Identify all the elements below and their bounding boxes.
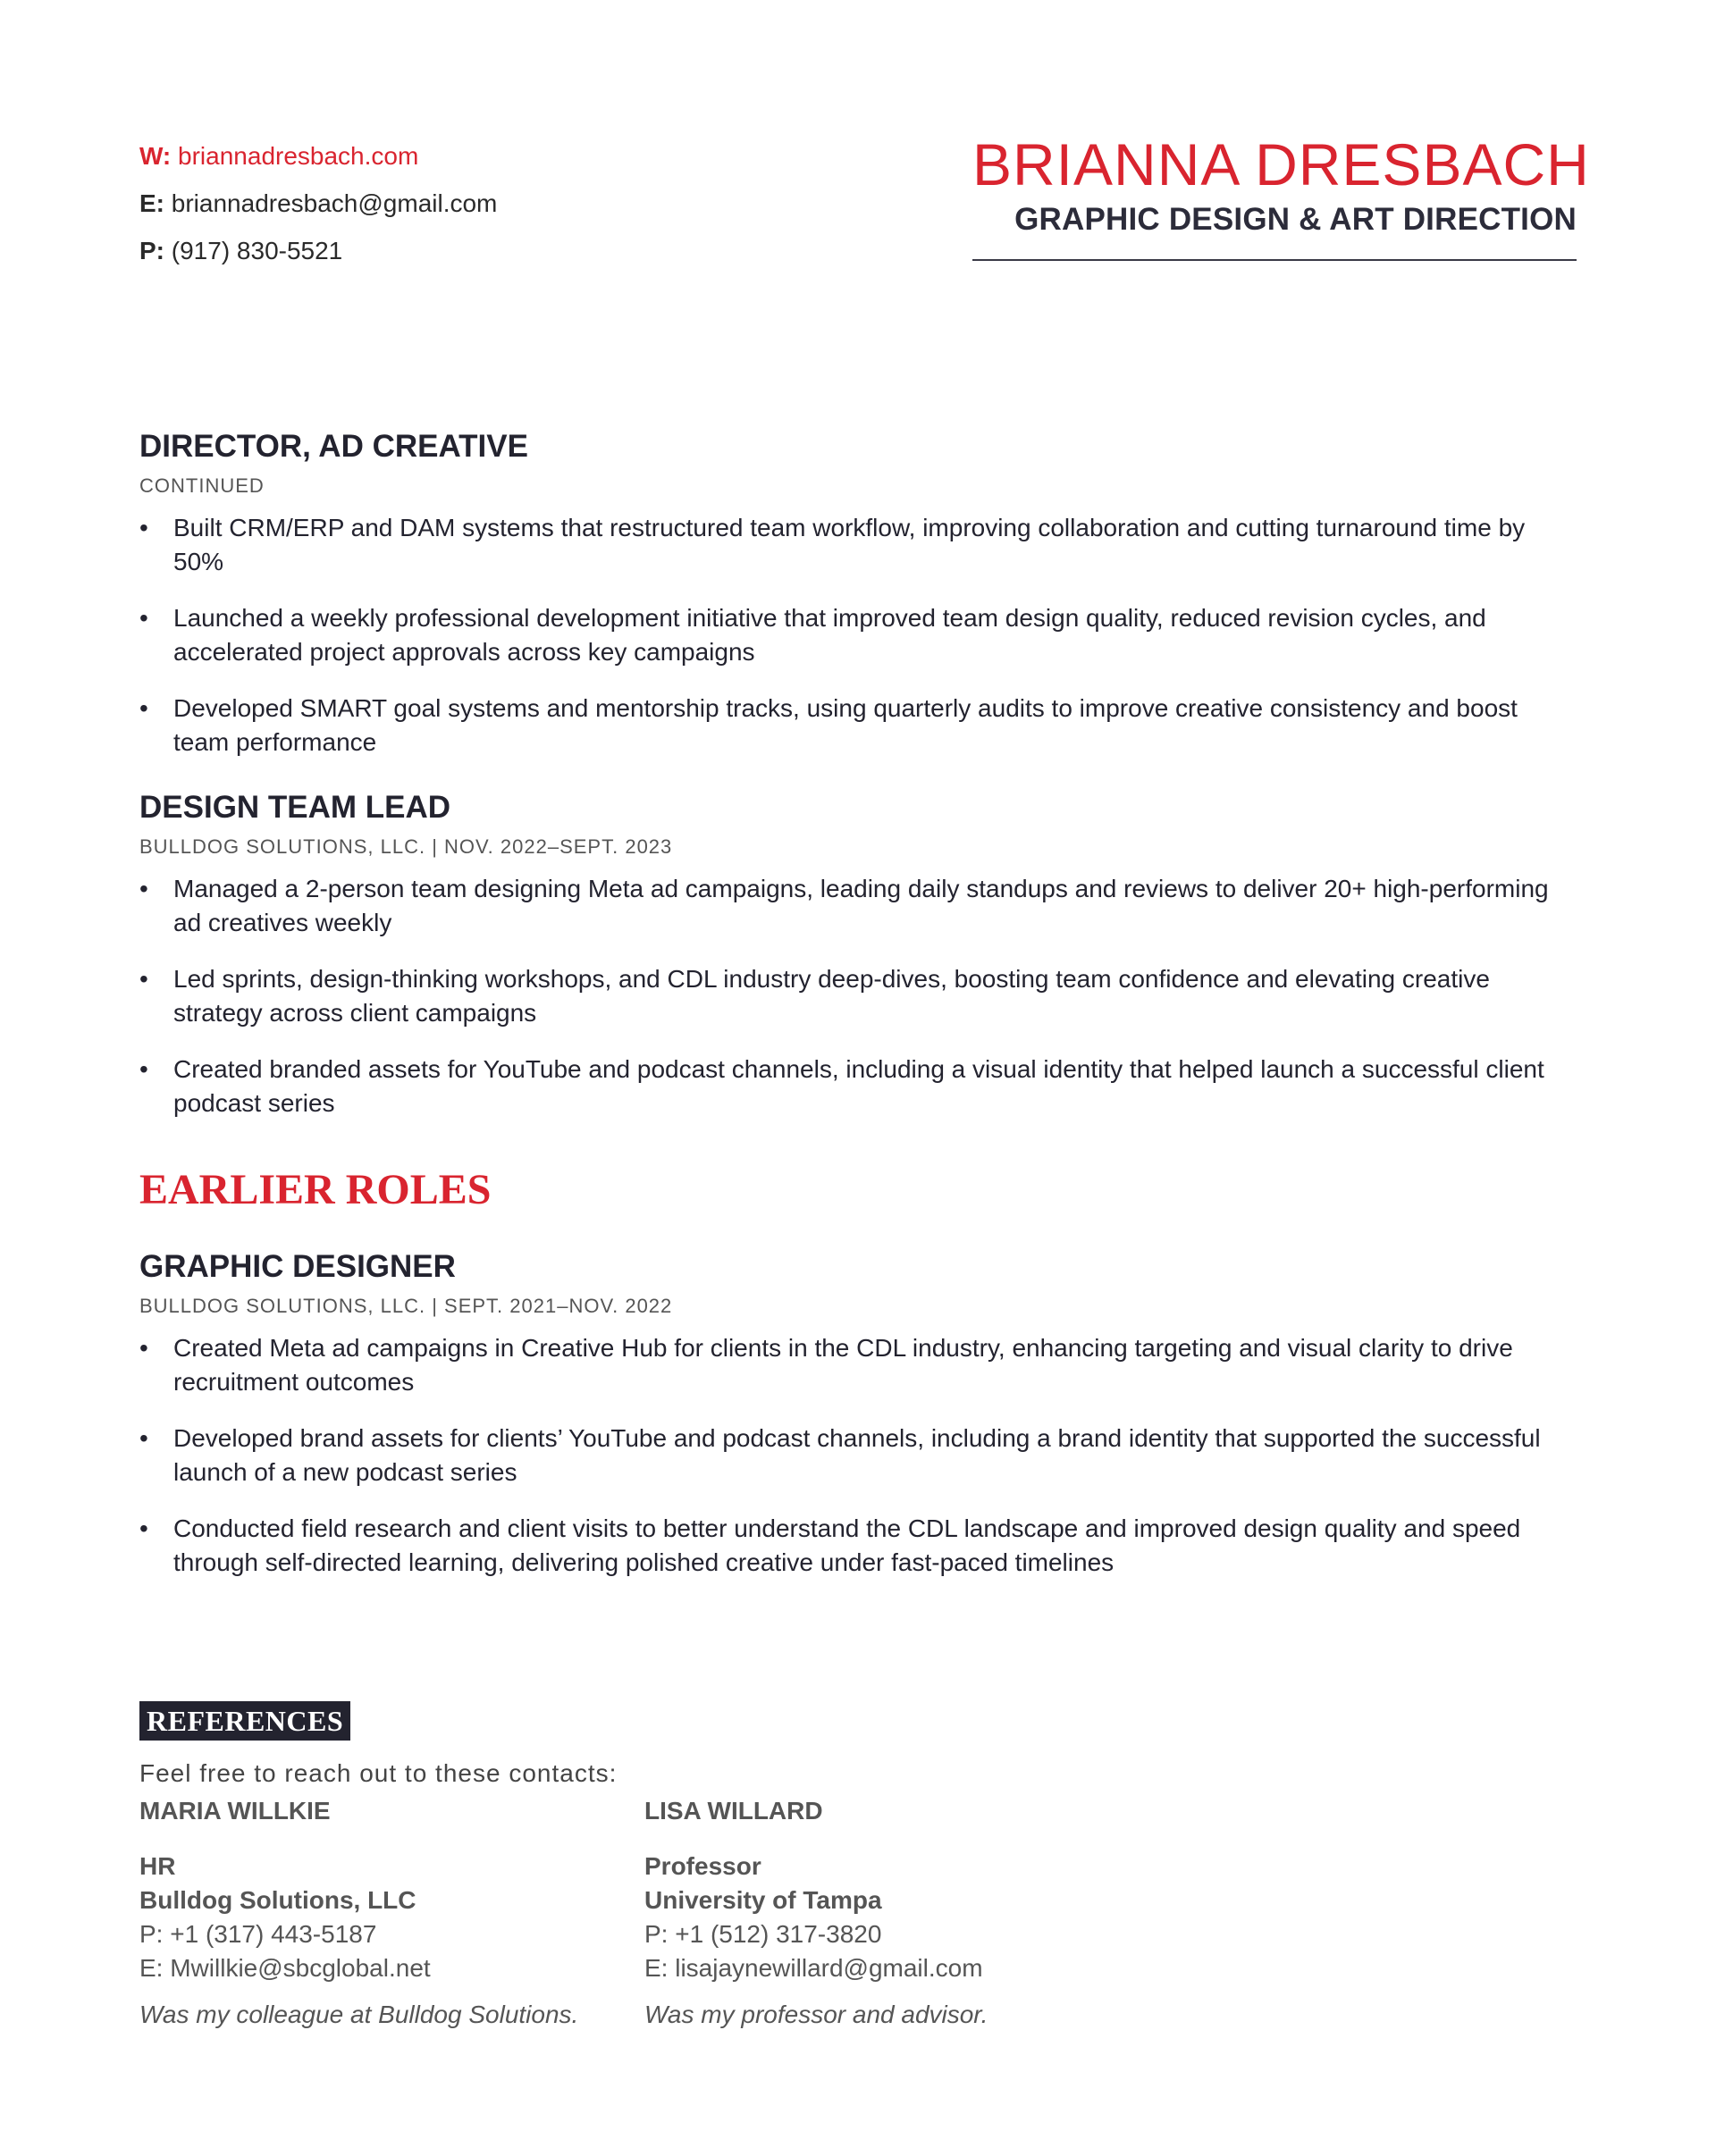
candidate-name: BRIANNA DRESBACH bbox=[972, 131, 1590, 197]
bullet-item: • Managed a 2-person team designing Meta ad campaigns, leading daily standups and reviews to deliver 20+ high-performing ad creatives weekly bbox=[139, 872, 1577, 940]
job-bullets bbox=[139, 872, 1577, 1120]
email-link[interactable]: briannadresbach@gmail.com bbox=[171, 189, 498, 217]
reference-card bbox=[139, 1794, 644, 2032]
job-meta: BULLDOG SOLUTIONS, LLC. | SEPT. 2021–NOV. 2022 bbox=[139, 1295, 673, 1317]
reference-card bbox=[644, 1794, 1149, 2032]
reference-role: Professor bbox=[644, 1852, 761, 1880]
job-title: DIRECTOR, AD CREATIVE bbox=[139, 429, 528, 464]
reference-org: University of Tampa bbox=[644, 1886, 882, 1914]
bullet-item: • Launched a weekly professional development initiative that improved team design quality, reduced revision cycles, and accelerated project approvals across key campaigns bbox=[139, 601, 1577, 669]
references-list bbox=[139, 1794, 1301, 2032]
bullet-item: • Developed SMART goal systems and mentorship tracks, using quarterly audits to improve creative consistency and boost team performance bbox=[139, 692, 1577, 759]
phone-number: (917) 830-5521 bbox=[171, 237, 343, 264]
reference-email[interactable]: E: lisajaynewillard@gmail.com bbox=[644, 1954, 983, 1982]
reference-role: HR bbox=[139, 1852, 176, 1880]
job-meta: CONTINUED bbox=[139, 474, 265, 497]
candidate-tagline: GRAPHIC DESIGN & ART DIRECTION bbox=[1014, 202, 1577, 237]
website-label: W: bbox=[139, 142, 172, 170]
bullet-item: • Built CRM/ERP and DAM systems that restructured team workflow, improving collaboration and cutting turnaround time by 50% bbox=[139, 511, 1577, 579]
reference-name: LISA WILLARD bbox=[644, 1797, 823, 1825]
experience-section bbox=[139, 427, 1577, 1608]
name-block bbox=[972, 131, 1590, 238]
contact-phone bbox=[139, 227, 497, 274]
reference-org: Bulldog Solutions, LLC bbox=[139, 1886, 416, 1914]
job-meta: BULLDOG SOLUTIONS, LLC. | NOV. 2022–SEPT. 2023 bbox=[139, 835, 673, 858]
contact-block bbox=[139, 132, 497, 274]
references-intro: Feel free to reach out to these contacts: bbox=[139, 1759, 618, 1787]
contact-email[interactable] bbox=[139, 180, 497, 227]
reference-phone: P: +1 (317) 443-5187 bbox=[139, 1920, 377, 1948]
bullet-item: • Led sprints, design-thinking workshops, and CDL industry deep-dives, boosting team confidence and elevating creative strategy across client campaigns bbox=[139, 962, 1577, 1030]
bullet-item: • Developed brand assets for clients’ YouTube and podcast channels, including a brand identity that supported the successful launch of a new podcast series bbox=[139, 1422, 1577, 1489]
contact-website[interactable] bbox=[139, 132, 497, 180]
reference-note: Was my colleague at Bulldog Solutions. bbox=[139, 2001, 579, 2028]
reference-name: MARIA WILLKIE bbox=[139, 1797, 331, 1825]
job-entry bbox=[139, 788, 1577, 1120]
earlier-roles-heading: EARLIER ROLES bbox=[139, 1166, 492, 1213]
website-link[interactable]: briannadresbach.com bbox=[178, 142, 419, 170]
bullet-item: • Created Meta ad campaigns in Creative Hub for clients in the CDL industry, enhancing targeting and visual clarity to drive recruitment outcomes bbox=[139, 1331, 1577, 1399]
job-entry bbox=[139, 1247, 1577, 1580]
job-entry bbox=[139, 427, 1577, 759]
bullet-item: • Conducted field research and client visits to better understand the CDL landscape and improved design quality and speed through self-directed learning, delivering polished creative under fast-paced timelines bbox=[139, 1512, 1577, 1580]
job-title: DESIGN TEAM LEAD bbox=[139, 790, 451, 825]
job-bullets bbox=[139, 511, 1577, 759]
email-label: E: bbox=[139, 189, 164, 217]
header-divider bbox=[972, 259, 1577, 261]
job-title: GRAPHIC DESIGNER bbox=[139, 1249, 456, 1284]
references-section bbox=[139, 1701, 1301, 2032]
job-bullets bbox=[139, 1331, 1577, 1580]
reference-phone: P: +1 (512) 317-3820 bbox=[644, 1920, 882, 1948]
references-heading: REFERENCES bbox=[139, 1701, 350, 1741]
reference-email[interactable]: E: Mwillkie@sbcglobal.net bbox=[139, 1954, 431, 1982]
phone-label: P: bbox=[139, 237, 164, 264]
bullet-item: • Created branded assets for YouTube and podcast channels, including a visual identity that helped launch a successful client podcast series bbox=[139, 1053, 1577, 1120]
reference-note: Was my professor and advisor. bbox=[644, 2001, 988, 2028]
